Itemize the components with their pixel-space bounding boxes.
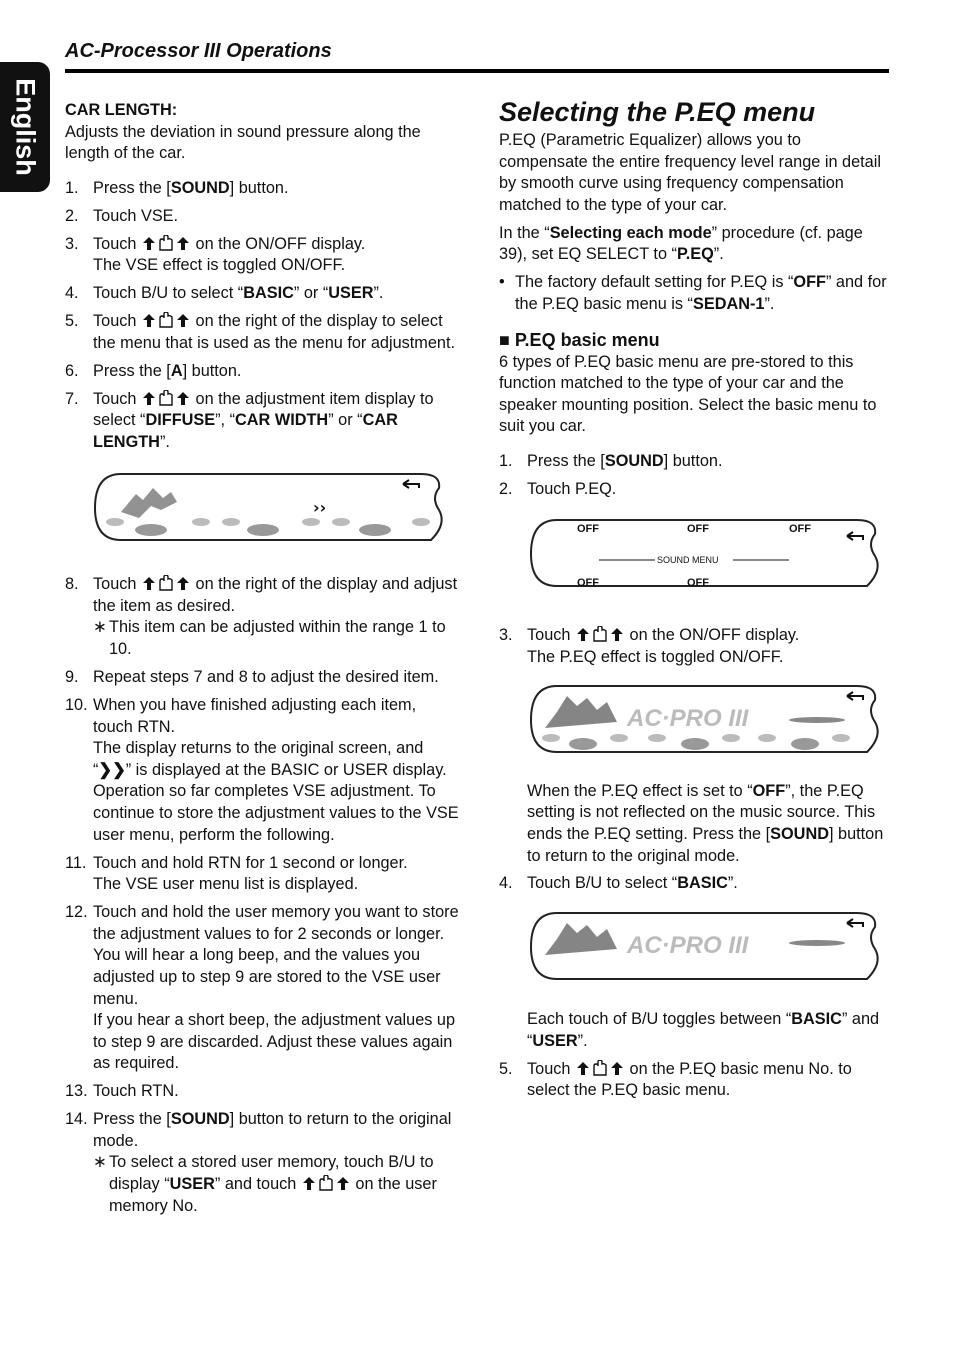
step-8-note: ∗ This item can be adjusted within the range 1 to 10. [93, 618, 446, 659]
step-10: 10. When you have finished adjusting each item, touch RTN. The display returns to the original screen, and “❯❯” is displayed at the BASIC or USER display. Operation so far completes VSE adjustment. To continue to store the adjustment values to the VSE user menu, perform the following. [65, 696, 459, 844]
step-14: 14. Press the [SOUND] button to return to the original mode. ∗ To select a stored user memory, touch B/U to display “USER” and touch on the user memory No. [65, 1109, 460, 1217]
peq-steps [499, 451, 891, 501]
touch-icon [301, 1175, 351, 1191]
car-length-heading: CAR LENGTH: [65, 101, 178, 119]
ac-pro-display [527, 682, 887, 758]
chevron-icon: ❯❯ [98, 760, 126, 779]
section-title: Selecting the P.EQ menu [499, 97, 816, 127]
touch-icon [141, 575, 191, 591]
peq-step-1: 1. Press the [SOUND] button. [499, 451, 723, 470]
touch-icon [575, 1060, 625, 1076]
peq-step-4: 4. Touch B/U to select “BASIC”. [499, 874, 738, 893]
sound-menu-display [527, 516, 887, 592]
car-length-desc: Adjusts the deviation in sound pressure along the length of the car. [65, 122, 421, 163]
svg-text:OFF: OFF [789, 523, 811, 536]
touch-icon [141, 235, 191, 251]
peq-step-3: 3. Touch on the ON/OFF display. The P.EQ effect is toggled ON/OFF. [499, 626, 800, 666]
sub-desc: 6 types of P.EQ basic menu are pre-stored to this function matched to the type of your car and the speaker mounting position. Select the basic menu to suit you car. [499, 352, 877, 436]
svg-text:AC·PRO III: AC·PRO III [627, 705, 749, 733]
step-7: 7. Touch on the adjustment item display to select “DIFFUSE”, “CAR WIDTH” or “CAR LENGTH”. [65, 389, 434, 452]
step-11: 11. Touch and hold RTN for 1 second or longer. The VSE user menu list is displayed. [65, 853, 408, 894]
vse-steps [65, 178, 460, 454]
section-header: AC-Processor III Operations [65, 40, 332, 62]
off-note: When the P.EQ effect is set to “OFF”, the P.EQ setting is not reflected on the music source. This ends the P.EQ setting. Press the [SOUND] button to return to the original mode. [527, 781, 884, 865]
step-4: 4. Touch B/U to select “BASIC” or “USER”. [65, 284, 384, 303]
left-column [65, 100, 460, 1217]
peq-step-5: 5. Touch on the P.EQ basic menu No. to select the P.EQ basic menu. [499, 1059, 852, 1100]
step-5: 5. Touch on the right of the display to select the menu that is used as the menu for adjustment. [65, 312, 456, 352]
step-9: 9. Repeat steps 7 and 8 to adjust the desired item. [65, 668, 439, 687]
intro-text: P.EQ (Parametric Equalizer) allows you to compensate the entire frequency level range in detail by smooth curve using frequency compensation matched to the type of your car. [499, 131, 881, 214]
step-1: 1. Press the [SOUND] button. [65, 178, 289, 197]
step-12: 12. Touch and hold the user memory you want to store the adjustment values to for 2 seconds or longer. You will hear a long beep, and the values you adjusted up to step 9 are stored to the VSE user menu. If you hear a short beep, the adjustment values up to step 9 are discarded. Adjust these values again as required. [65, 903, 459, 1073]
step-2: 2. Touch VSE. [65, 206, 179, 225]
step-6: 6. Press the [A] button. [65, 361, 242, 380]
toggle-note: Each touch of B/U toggles between “BASIC” and “USER”. [527, 1010, 880, 1051]
svg-text:SOUND MENU: SOUND MENU [657, 555, 719, 566]
step-14-note: ∗ To select a stored user memory, touch B/U to display “USER” and touch on the user memory No. [93, 1153, 437, 1215]
svg-text:AC·PRO III: AC·PRO III [627, 931, 749, 959]
vse-display-image [91, 470, 451, 546]
svg-text:OFF: OFF [577, 523, 599, 536]
header-rule [65, 69, 889, 73]
vse-steps-continued [65, 574, 460, 1217]
peq-steps-4 [499, 1059, 891, 1102]
touch-icon [141, 312, 191, 328]
peq-steps-3 [499, 873, 891, 895]
ac-pro-display-basic [527, 909, 887, 985]
in-the-text: In the “Selecting each mode” procedure (cf. page 39), set EQ SELECT to “P.EQ”. [499, 223, 863, 264]
step-13: 13. Touch RTN. [65, 1082, 179, 1101]
default-bullet: • The factory default setting for P.EQ is “OFF” and for the P.EQ basic menu is “SEDAN-1”. [499, 273, 887, 313]
svg-text:OFF: OFF [687, 523, 709, 536]
svg-text:OFF: OFF [687, 577, 709, 590]
language-tab: English [0, 62, 50, 192]
chevron-icon: ›› [313, 497, 327, 517]
right-column [499, 96, 891, 1102]
touch-icon [141, 390, 191, 406]
step-8: 8. Touch on the right of the display and adjust the item as desired. ∗ This item can be adjusted within the range 1 to 10. [65, 574, 460, 660]
peq-steps-2 [499, 625, 891, 668]
svg-text:OFF: OFF [577, 577, 599, 590]
sub-heading: ■ P.EQ basic menu [499, 329, 660, 350]
step-3: 3. Touch on the ON/OFF display. The VSE effect is toggled ON/OFF. [65, 234, 366, 275]
touch-icon [575, 626, 625, 642]
peq-step-2: 2. Touch P.EQ. [499, 479, 617, 498]
